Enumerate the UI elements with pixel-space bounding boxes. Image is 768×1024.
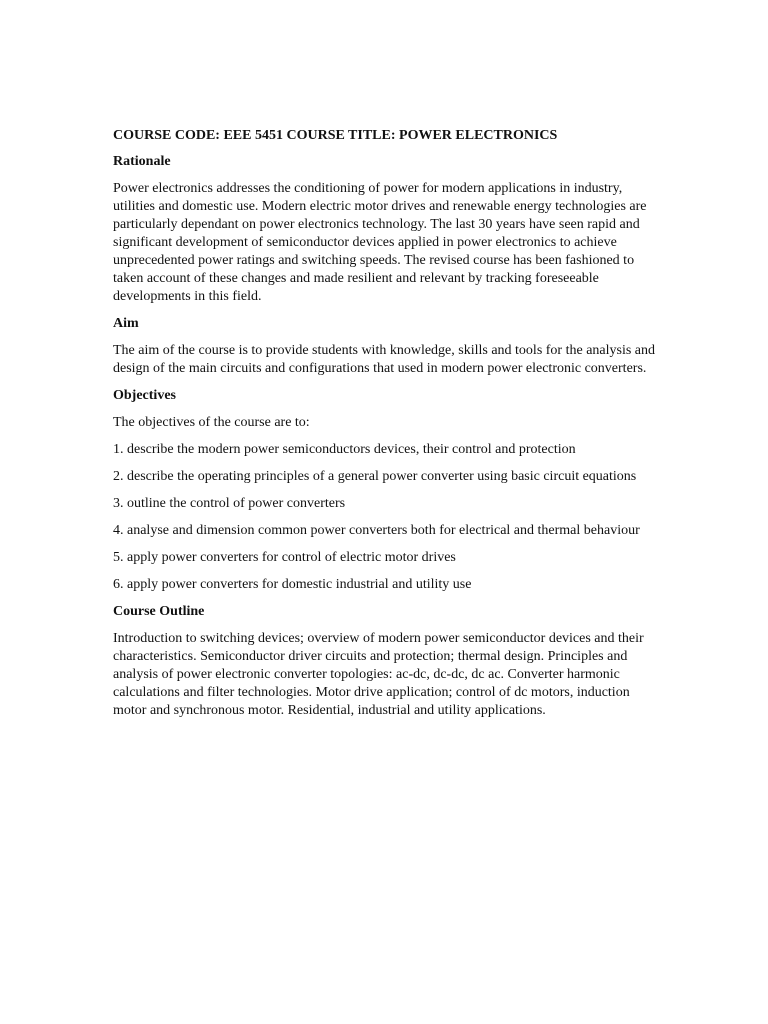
- course-heading: COURSE CODE: EEE 5451 COURSE TITLE: POWER ELECTRONICS: [113, 128, 558, 143]
- course-outline-heading: Course Outline: [113, 604, 205, 619]
- objectives-heading: Objectives: [113, 388, 176, 403]
- rationale-paragraph: Power electronics addresses the conditioning of power for modern applications in industry, utilities and domestic use. Modern electric motor drives and renewable energy technologies are particularly dependant on power electronics technology. The last 30 years have seen rapid and significant development of semiconductor devices applied in power electronics to achieve unprecedented power ratings and switching speeds. The revised course has been fashioned to taken account of these changes and made resilient and relevant by tracking foreseeable developments in this field.: [113, 181, 647, 304]
- course-outline-paragraph: Introduction to switching devices; overview of modern power semiconductor devices and their characteristics. Semiconductor driver circuits and protection; thermal design. Principles and analysis of power electronic converter topologies: ac-dc, dc-dc, dc ac. Converter harmonic calculations and filter technologies. Motor drive application; control of dc motors, induction motor and synchronous motor. Residential, industrial and utility applications.: [113, 631, 644, 718]
- aim-heading: Aim: [113, 316, 139, 331]
- objective-item: 4. analyse and dimension common power converters both for electrical and thermal behaviour: [113, 523, 640, 538]
- rationale-heading: Rationale: [113, 154, 171, 169]
- objective-item: 5. apply power converters for control of electric motor drives: [113, 550, 456, 565]
- objectives-intro: The objectives of the course are to:: [113, 415, 310, 430]
- objective-item: 3. outline the control of power converters: [113, 496, 346, 511]
- objective-item: 1. describe the modern power semiconductors devices, their control and protection: [113, 442, 576, 457]
- aim-paragraph: The aim of the course is to provide students with knowledge, skills and tools for the analysis and design of the main circuits and configurations that used in modern power electronic converters.: [113, 343, 656, 376]
- objective-item: 6. apply power converters for domestic industrial and utility use: [113, 577, 472, 592]
- document-page: [113, 127, 658, 729]
- objective-item: 2. describe the operating principles of a general power converter using basic circuit equations: [113, 469, 637, 484]
